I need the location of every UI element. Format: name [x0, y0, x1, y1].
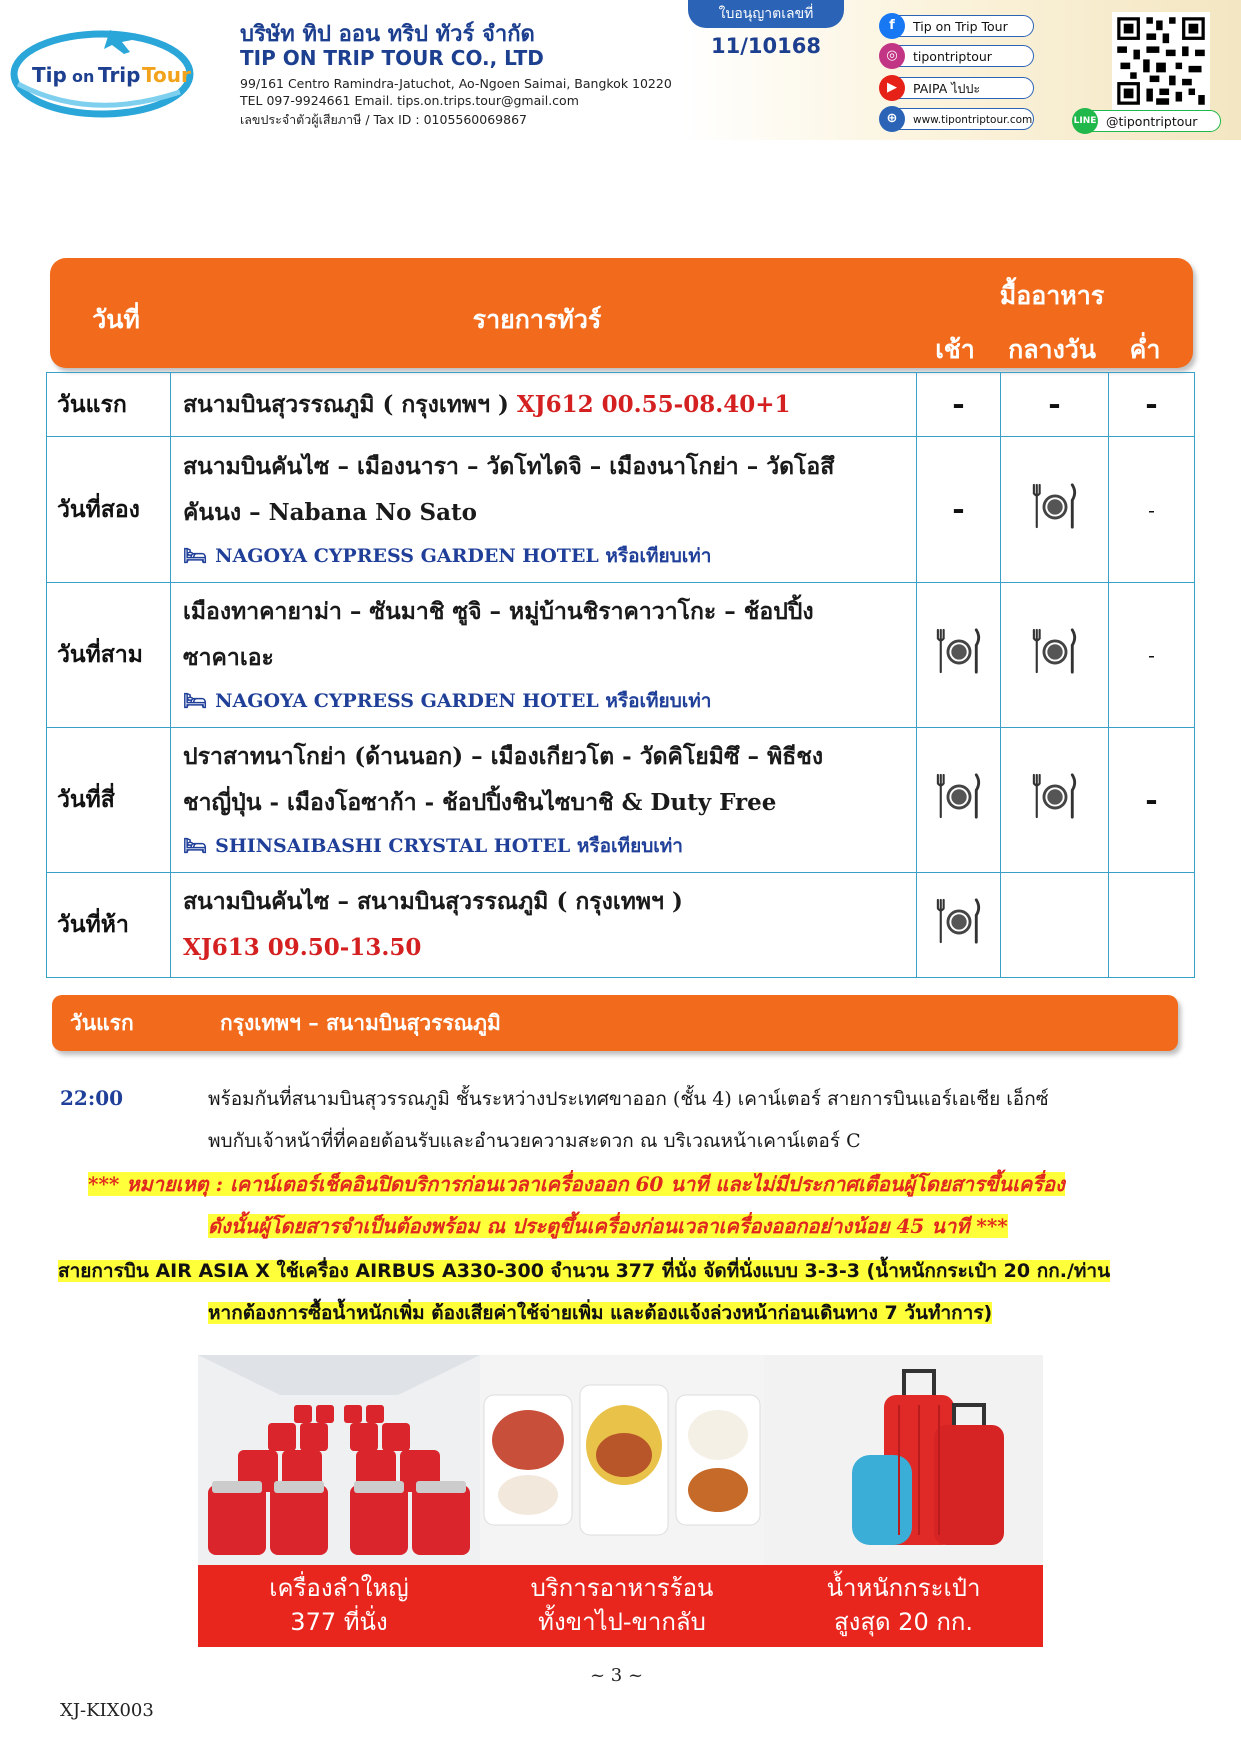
license-label: ใบอนุญาตเลขที่ [688, 0, 844, 28]
meal-included-icon [1031, 625, 1079, 677]
column-dinner: ค่ำ [1129, 335, 1161, 364]
hotel-suffix: หรือเทียบเท่า [598, 690, 712, 712]
instagram-icon: ◎ [879, 43, 905, 69]
flight-info [208, 1298, 992, 1328]
hot-meal-image [480, 1355, 764, 1565]
hotel-line [183, 681, 906, 721]
program-text: เมืองทาคายาม่า – ซันมาชิ ซูจิ – หมู่บ้านชิราคาวาโกะ – ช้อปปิ้ง [183, 598, 814, 625]
logo-text: on [72, 67, 95, 86]
dinner-cell [1109, 873, 1195, 978]
caption-line: สูงสุด 20 กก. [833, 1608, 974, 1636]
bed-icon: 🛏 [183, 835, 208, 857]
dinner-cell: - [1109, 373, 1195, 437]
checkin-note-text: ดังนั้นผู้โดยสารจำเป็นต้องพร้อม ณ ประตูขึ้นเครื่องก่อนเวลาเครื่องออกอย่างน้อย 45 นาที *** [208, 1214, 1008, 1238]
feature-caption-seats [198, 1571, 480, 1639]
flight-number: XJ613 09.50-13.50 [183, 934, 422, 961]
flight-info-text: หากต้องการซื้อน้ำหนักเพิ่ม ต้องเสียค่าใช้จ่ายเพิ่ม และต้องแจ้งล่วงหน้าก่อนเดินทาง 7 วันทำการ) [208, 1302, 993, 1324]
company-logo [10, 22, 200, 122]
program-cell [171, 583, 917, 728]
day-label: วันที่สาม [47, 583, 171, 728]
flight-number: XJ612 00.55-08.40+1 [516, 390, 791, 418]
line-label: @tipontriptour [1106, 114, 1198, 129]
bed-icon: 🛏 [183, 690, 208, 712]
lunch-cell [1001, 583, 1109, 728]
meal-included-icon [1031, 480, 1079, 532]
program-cell [171, 373, 917, 437]
program-text: ซาคาเอะ [183, 644, 274, 671]
meeting-text: พบกับเจ้าหน้าที่ที่คอยต้อนรับและอำนวยความสะดวก ณ บริเวณหน้าเคาน์เตอร์ C [208, 1130, 861, 1152]
company-name-thai: บริษัท ทิป ออน ทริป ทัวร์ จำกัด [240, 22, 535, 47]
feature-caption-luggage [764, 1571, 1043, 1639]
tour-code: XJ-KIX003 [60, 1700, 154, 1721]
column-day: วันที่ [92, 305, 140, 334]
lunch-cell [1001, 728, 1109, 873]
website-link[interactable] [882, 108, 1034, 130]
logo-text: Trip [98, 63, 141, 87]
youtube-icon: ▶ [879, 75, 905, 101]
company-address: 99/161 Centro Ramindra-Jatuchot, Ao-Ngoen Saimai, Bangkok 10220 [240, 76, 672, 91]
logo-text: Tip [32, 63, 67, 87]
flight-info-text: สายการบิน AIR ASIA X ใช้เครื่อง AIRBUS A330-300 จำนวน 377 ที่นั่ง จัดที่นั่งแบบ 3-3-3 (น้ำหนักกระเป๋า 20 กก./ท่าน [58, 1260, 1111, 1282]
checkin-note [88, 1168, 1065, 1200]
caption-line: 377 ที่นั่ง [290, 1608, 388, 1636]
caption-line: น้ำหนักกระเป๋า [826, 1574, 981, 1602]
airline-feature-strip [198, 1355, 1043, 1647]
facebook-icon: f [879, 13, 905, 39]
instagram-link[interactable] [882, 45, 1034, 67]
youtube-link[interactable] [882, 77, 1034, 99]
column-program: รายการทัวร์ [472, 305, 602, 334]
cabin-seats-image [198, 1355, 480, 1565]
qr-code [1112, 12, 1210, 110]
flight-info [58, 1256, 1110, 1286]
table-row [47, 728, 1195, 873]
instagram-label: tipontriptour [913, 49, 992, 64]
dinner-cell: - [1109, 583, 1195, 728]
caption-line: เครื่องลำใหญ่ [269, 1574, 409, 1602]
company-name-english: TIP ON TRIP TOUR CO., LTD [240, 46, 544, 70]
program-cell [171, 437, 917, 583]
table-row [47, 873, 1195, 978]
line-icon: LINE [1072, 108, 1098, 134]
breakfast-cell [917, 728, 1001, 873]
hotel-name: NAGOYA CYPRESS GARDEN HOTEL [215, 544, 599, 567]
dinner-cell: - [1109, 728, 1195, 873]
facebook-label: Tip on Trip Tour [913, 19, 1008, 34]
meal-included-icon [1031, 770, 1079, 822]
day-one-title: กรุงเทพฯ – สนามบินสุวรรณภูมิ [220, 1010, 501, 1035]
caption-line: ทั้งขาไป-ขากลับ [538, 1608, 706, 1636]
logo-text: Tour [142, 63, 191, 87]
checkin-note-text: *** หมายเหตุ : เคาน์เตอร์เช็คอินปิดบริการก่อนเวลาเครื่องออก 60 นาที และไม่มีประกาศเตือนผู้โดยสารขึ้นเครื่อง [88, 1172, 1065, 1196]
table-row [47, 373, 1195, 437]
day-label: วันที่สอง [47, 437, 171, 583]
license-number: 11/10168 [711, 34, 821, 58]
program-text: ปราสาทนาโกย่า (ด้านนอก) – เมืองเกียวโต - วัดคิโยมิซึ – พิธีชง [183, 743, 824, 770]
company-contact: TEL 097-9924661 Email. tips.on.trips.tour@gmail.com [240, 93, 579, 108]
column-lunch: กลางวัน [1008, 335, 1096, 364]
day-one-bar [52, 995, 1178, 1051]
hotel-line [183, 536, 906, 576]
program-text: สนามบินคันไซ – สนามบินสุวรรณภูมิ ( กรุงเทพฯ ) [183, 888, 683, 915]
web-icon: ⊕ [879, 106, 905, 132]
program-cell [171, 873, 917, 978]
itinerary-table-header [50, 258, 1193, 368]
checkin-note [208, 1210, 1008, 1242]
meal-included-icon [935, 770, 983, 822]
caption-line: บริการอาหารร้อน [530, 1574, 714, 1602]
breakfast-cell: - [917, 373, 1001, 437]
meal-included-icon [935, 895, 983, 947]
hotel-line [183, 826, 906, 866]
day-label: วันแรก [47, 373, 171, 437]
lunch-cell [1001, 437, 1109, 583]
dinner-cell: - [1109, 437, 1195, 583]
hotel-suffix: หรือเทียบเท่า [598, 544, 712, 567]
program-text: ชาญี่ปุ่น - เมืองโอซาก้า - ช้อปปิ้งชินไซบาชิ & Duty Free [183, 789, 777, 816]
column-meals: มื้ออาหาร [999, 281, 1105, 310]
table-row [47, 437, 1195, 583]
website-label: www.tipontriptour.com [913, 114, 1033, 126]
lunch-cell: - [1001, 373, 1109, 437]
table-row [47, 583, 1195, 728]
itinerary-table [46, 372, 1195, 978]
youtube-label: PAIPA ไปปะ [913, 81, 981, 96]
page-number: ~ 3 ~ [590, 1665, 644, 1686]
column-breakfast: เช้า [935, 335, 975, 364]
feature-caption-meals [480, 1571, 764, 1639]
bed-icon: 🛏 [183, 544, 208, 567]
facebook-link[interactable] [882, 15, 1034, 37]
program-text: สนามบินสุวรรณภูมิ ( กรุงเทพฯ ) [183, 390, 517, 418]
lunch-cell [1001, 873, 1109, 978]
program-cell [171, 728, 917, 873]
luggage-image [764, 1355, 1043, 1565]
program-text: คันนง – Nabana No Sato [183, 498, 477, 526]
day-one-label: วันแรก [70, 1010, 134, 1035]
breakfast-cell [917, 583, 1001, 728]
hotel-suffix: หรือเทียบเท่า [570, 835, 683, 857]
meeting-text: พร้อมกันที่สนามบินสุวรรณภูมิ ชั้นระหว่างประเทศขาออก (ชั้น 4) เคาน์เตอร์ สายการบินแอร์เอเชีย เอ็กซ์ [208, 1088, 1049, 1110]
day-label: วันที่สี่ [47, 728, 171, 873]
hotel-name: NAGOYA CYPRESS GARDEN HOTEL [215, 690, 599, 712]
line-link[interactable] [1075, 110, 1221, 132]
breakfast-cell: - [917, 437, 1001, 583]
hotel-name: SHINSAIBASHI CRYSTAL HOTEL [215, 835, 571, 857]
company-tax-id: เลขประจำตัวผู้เสียภาษี / Tax ID : 0105560069867 [240, 112, 527, 127]
meal-included-icon [935, 625, 983, 677]
day-label: วันที่ห้า [47, 873, 171, 978]
meeting-time: 22:00 [60, 1086, 124, 1110]
program-text: สนามบินคันไซ – เมืองนารา – วัดโทไดจิ – เมืองนาโกย่า – วัดโอสึ [183, 452, 835, 480]
breakfast-cell [917, 873, 1001, 978]
